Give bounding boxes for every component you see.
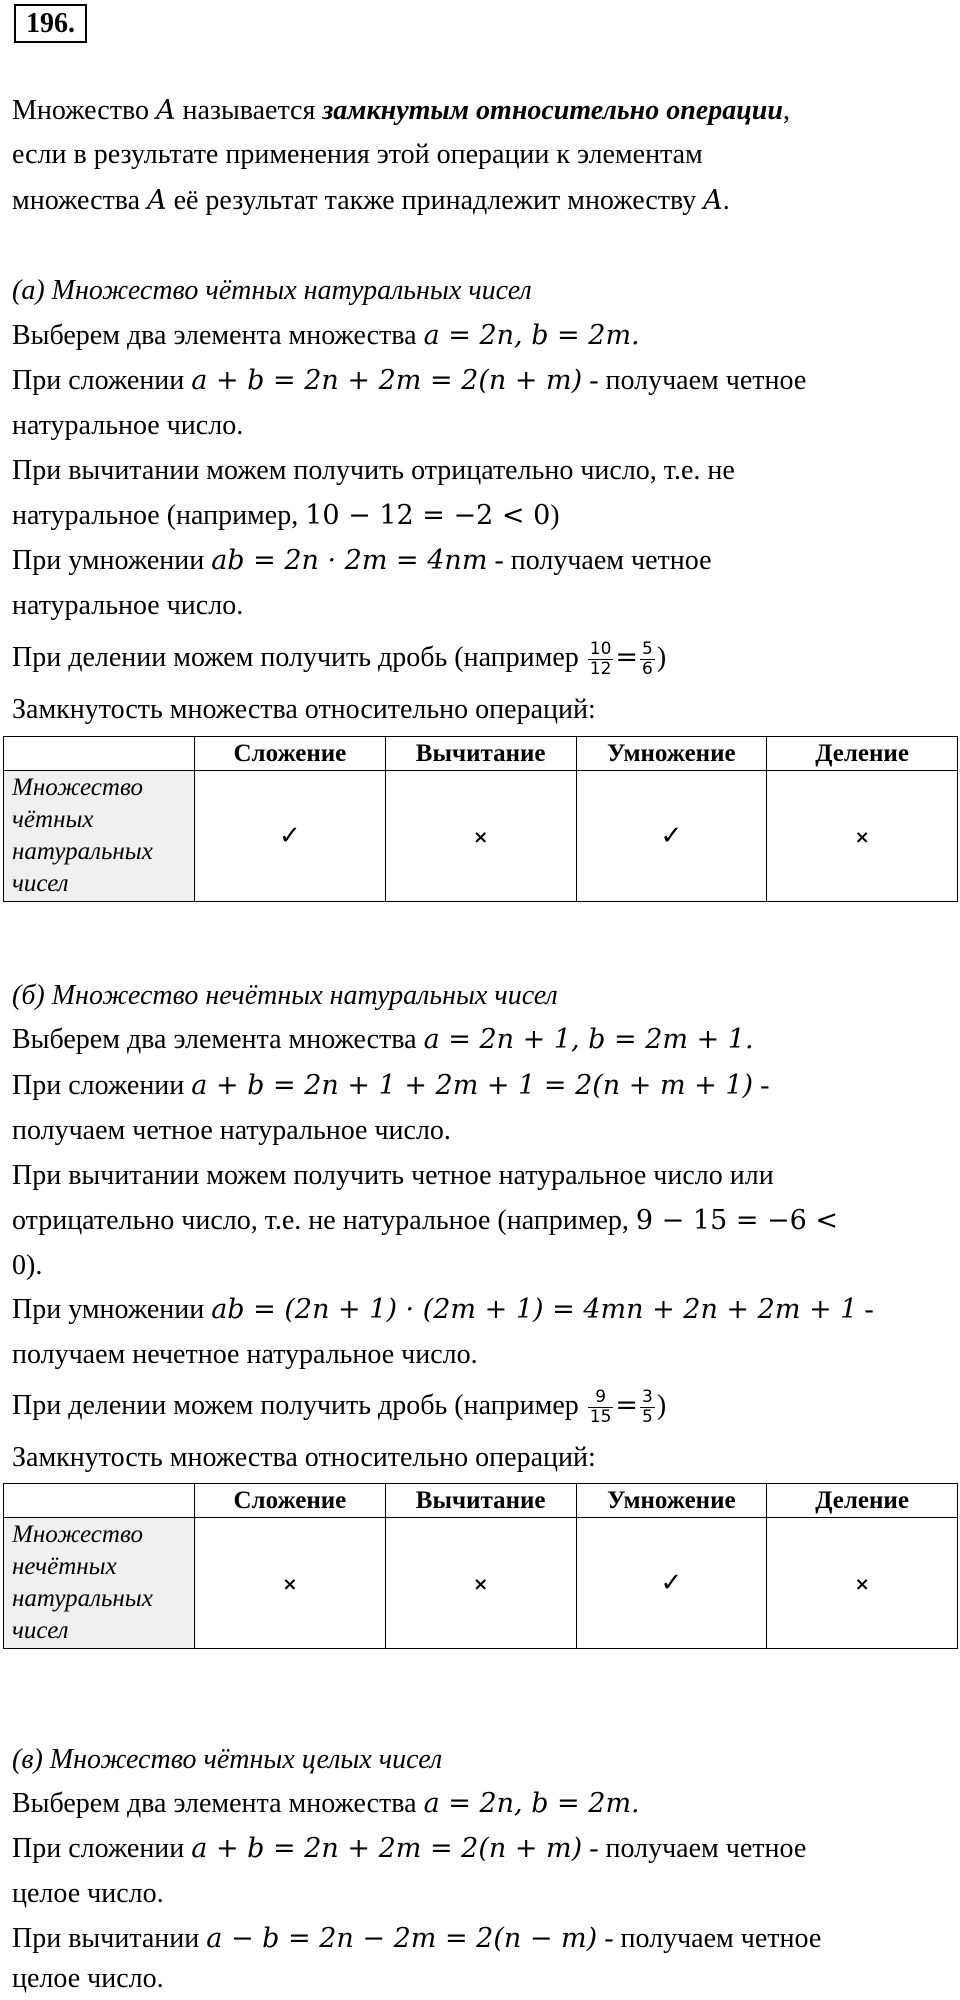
part-b-mul xyxy=(12,1293,874,1327)
math: a = 2n, b = 2m. xyxy=(423,320,640,351)
header-division: Деление xyxy=(767,737,958,771)
math: a + b = 2n + 2m = 2(n + m) xyxy=(191,365,583,396)
text: При делении можем получить дробь (например xyxy=(12,1389,586,1421)
text: ) xyxy=(550,500,560,531)
closure-table-a xyxy=(3,736,958,902)
text: отрицательно число, т.е. не натуральное (например, xyxy=(12,1205,636,1236)
part-v-add xyxy=(12,1832,806,1866)
table-header-row xyxy=(4,737,958,771)
fraction xyxy=(640,1388,655,1427)
text: При сложении xyxy=(12,1070,192,1101)
text: ) xyxy=(656,1389,667,1421)
equals-sign: = xyxy=(615,641,639,673)
text: натуральное (например, xyxy=(12,500,306,531)
numerator: 3 xyxy=(642,1387,653,1407)
text: При умножении xyxy=(12,1294,212,1325)
math: a = 2n + 1, b = 2m + 1. xyxy=(423,1024,754,1055)
cell-multiplication xyxy=(576,1518,767,1649)
text: При сложении xyxy=(12,365,192,396)
cell-subtraction xyxy=(385,771,576,902)
part-b-sub-2 xyxy=(12,1204,838,1238)
text: При вычитании xyxy=(12,1923,207,1954)
intro-text: множества xyxy=(12,185,148,216)
part-a-mul xyxy=(12,544,712,578)
text: ) xyxy=(656,641,667,673)
part-b-sub-1: При вычитании можем получить четное натуральное число или xyxy=(12,1160,774,1191)
cell-multiplication xyxy=(576,771,767,902)
intro-text: . xyxy=(722,185,730,216)
intro-line-1 xyxy=(12,94,790,128)
check-icon: ✓ xyxy=(660,821,683,851)
part-b-div xyxy=(12,1388,666,1427)
set-symbol: A xyxy=(703,185,723,216)
cross-icon: × xyxy=(473,827,489,848)
intro-text: называется xyxy=(175,95,323,126)
part-b-closure: Замкнутость множества относительно операций: xyxy=(12,1442,596,1473)
cell-division xyxy=(767,771,958,902)
header-subtraction: Вычитание xyxy=(385,737,576,771)
cell-subtraction xyxy=(385,1518,576,1649)
text: - получаем четное xyxy=(582,365,807,396)
header-empty xyxy=(4,1484,195,1518)
numerator: 5 xyxy=(642,639,653,659)
cross-icon: × xyxy=(854,1574,870,1595)
defined-term: замкнутым относительно операции xyxy=(322,95,783,126)
text: Выберем два элемента множества xyxy=(12,1024,424,1055)
header-subtraction: Вычитание xyxy=(385,1484,576,1518)
part-a-heading: (а) Множество чётных натуральных чисел xyxy=(12,275,532,306)
part-a-add xyxy=(12,364,806,398)
text: - xyxy=(857,1294,874,1325)
text: - получаем четное xyxy=(582,1833,807,1864)
part-v-heading: (в) Множество чётных целых чисел xyxy=(12,1744,443,1775)
intro-text: Множество xyxy=(12,95,156,126)
header-addition: Сложение xyxy=(195,1484,386,1518)
check-icon: ✓ xyxy=(278,821,301,851)
text: При умножении xyxy=(12,545,212,576)
text: - xyxy=(753,1070,770,1101)
intro-text: её результат также принадлежит множеству xyxy=(166,185,704,216)
part-v-sub-cont: целое число. xyxy=(12,1963,164,1994)
header-division: Деление xyxy=(767,1484,958,1518)
part-b-add xyxy=(12,1069,769,1103)
part-a-sub-2 xyxy=(12,499,560,533)
text: При делении можем получить дробь (например xyxy=(12,641,586,673)
table-row xyxy=(4,771,958,902)
math: 9 − 15 = −6 < xyxy=(635,1205,839,1236)
part-b-choose xyxy=(12,1023,754,1057)
math: ab = 2n · 2m = 4nm xyxy=(211,545,488,576)
set-symbol: A xyxy=(155,95,176,126)
math: a − b = 2n − 2m = 2(n − m) xyxy=(206,1923,598,1954)
part-v-add-cont: целое число. xyxy=(12,1878,164,1909)
numerator: 9 xyxy=(588,1388,614,1408)
text: - получаем четное xyxy=(487,545,712,576)
part-a-sub-1: При вычитании можем получить отрицательно число, т.е. не xyxy=(12,455,735,486)
denominator: 12 xyxy=(589,659,612,679)
row-label: Множество чётных натуральных чисел xyxy=(4,771,195,902)
math: ab = (2n + 1) · (2m + 1) = 4mn + 2n + 2m + 1 xyxy=(211,1294,858,1325)
cell-division xyxy=(767,1518,958,1649)
set-symbol: A xyxy=(147,185,167,216)
part-b-add-cont: получаем четное натуральное число. xyxy=(12,1115,451,1146)
part-b-sub-3: 0). xyxy=(12,1250,43,1281)
cross-icon: × xyxy=(282,1574,298,1595)
intro-text: , xyxy=(782,95,790,126)
cell-addition xyxy=(195,771,386,902)
math: 10 − 12 = −2 < 0 xyxy=(305,500,551,531)
row-label: Множество нечётных натуральных чисел xyxy=(4,1518,195,1649)
cross-icon: × xyxy=(473,1574,489,1595)
intro-line-2: если в результате применения этой операции к элементам xyxy=(12,139,703,170)
header-multiplication: Умножение xyxy=(576,1484,767,1518)
check-icon: ✓ xyxy=(660,1568,683,1598)
intro-line-3 xyxy=(12,184,730,218)
fraction xyxy=(588,1388,614,1427)
part-a-mul-cont: натуральное число. xyxy=(12,590,244,621)
cross-icon: × xyxy=(854,827,870,848)
numerator: 10 xyxy=(589,639,612,659)
math: a + b = 2n + 2m = 2(n + m) xyxy=(191,1833,583,1864)
math: a + b = 2n + 1 + 2m + 1 = 2(n + m + 1) xyxy=(191,1070,754,1101)
part-b-heading: (б) Множество нечётных натуральных чисел xyxy=(12,980,558,1011)
denominator: 6 xyxy=(642,659,653,679)
part-a-closure: Замкнутость множества относительно операций: xyxy=(12,694,596,725)
denominator: 15 xyxy=(589,1407,612,1427)
closure-table-b xyxy=(3,1483,958,1649)
part-a-div xyxy=(12,640,666,679)
text: - получаем четное xyxy=(597,1923,822,1954)
table-header-row xyxy=(4,1484,958,1518)
fraction xyxy=(640,640,655,679)
header-multiplication: Умножение xyxy=(576,737,767,771)
fraction xyxy=(588,640,614,679)
table-row xyxy=(4,1518,958,1649)
problem-number: 196. xyxy=(14,4,87,43)
equals-sign: = xyxy=(615,1389,639,1421)
math: a = 2n, b = 2m. xyxy=(423,1788,640,1819)
cell-addition xyxy=(195,1518,386,1649)
part-b-mul-cont: получаем нечетное натуральное число. xyxy=(12,1339,478,1370)
part-v-choose xyxy=(12,1787,640,1821)
text: Выберем два элемента множества xyxy=(12,320,424,351)
part-v-sub xyxy=(12,1922,821,1956)
header-empty xyxy=(4,737,195,771)
text: При сложении xyxy=(12,1833,192,1864)
header-addition: Сложение xyxy=(195,737,386,771)
part-a-add-cont: натуральное число. xyxy=(12,410,244,441)
denominator: 5 xyxy=(642,1407,653,1427)
part-a-choose xyxy=(12,319,640,353)
text: Выберем два элемента множества xyxy=(12,1788,424,1819)
